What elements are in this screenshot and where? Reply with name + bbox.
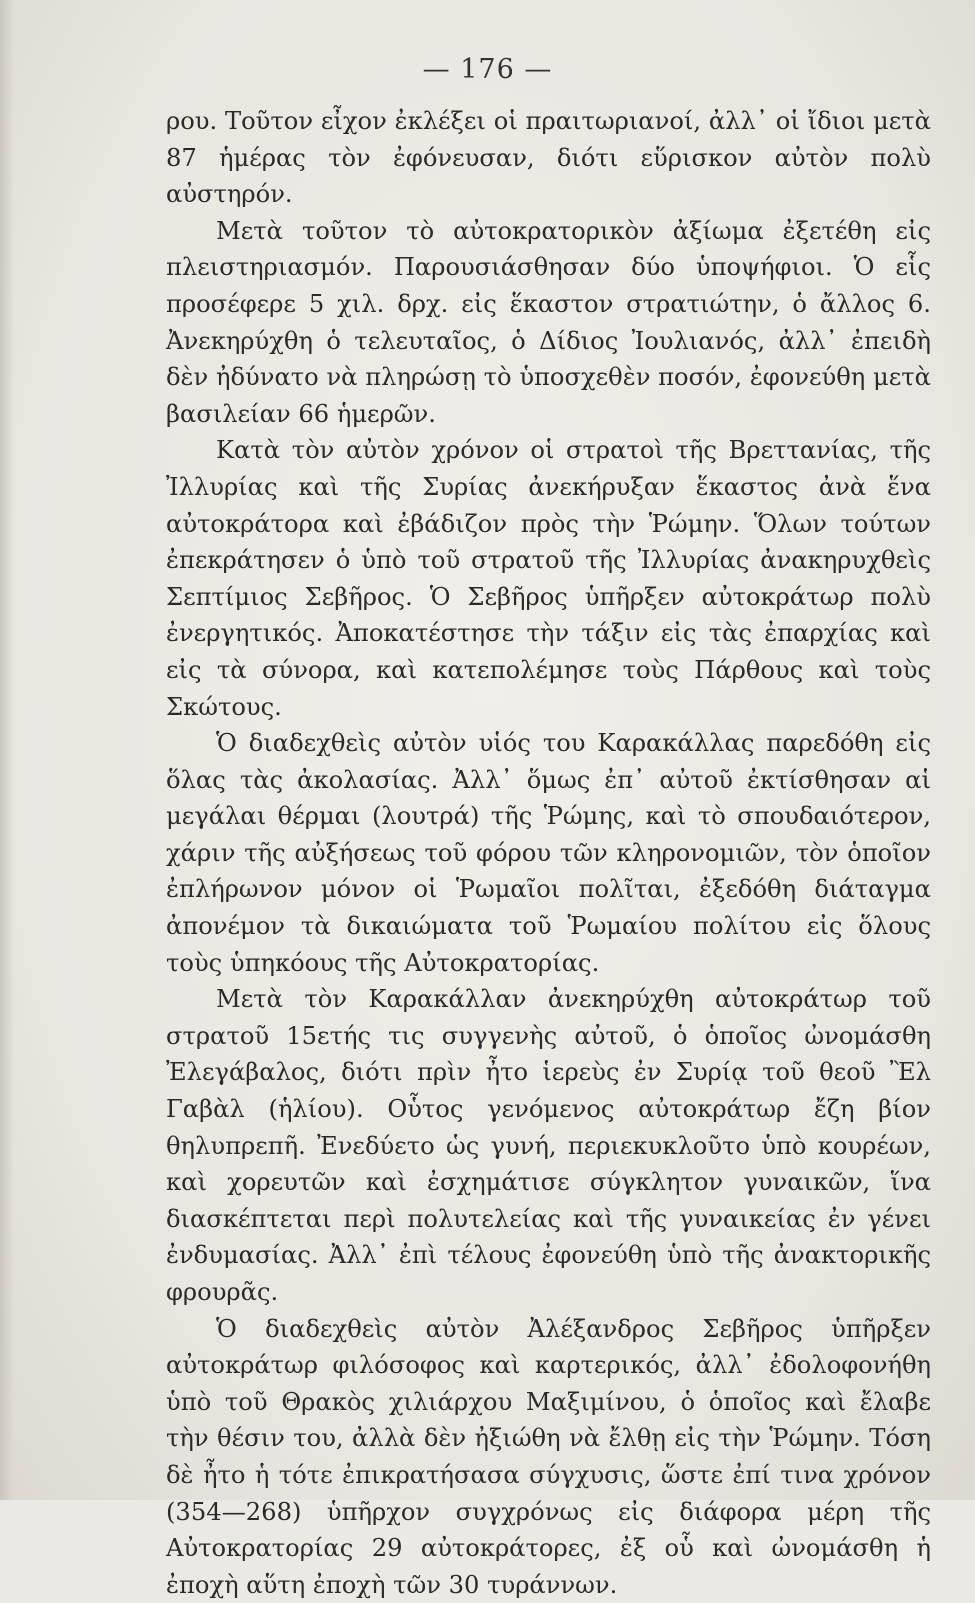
paragraph: Μετὰ τοῦτον τὸ αὐτοκρατορικὸν ἀξίωμα ἐξετέθη εἰς πλειστηριασμόν. Παρουσιάσθησαν δύο ὑποψήφιοι. Ὁ εἷς προσέφερε 5 χιλ. δρχ. εἰς ἕκαστον στρατιώτην, ὁ ἄλλος 6. Ἀνεκηρύχθη ὁ τελευταῖος, ὁ Δίδιος Ἰουλιανός, ἀλλ᾽ ἐπειδὴ δὲν ἠδύνατο νὰ πληρώσῃ τὸ ὑποσχεθὲν ποσόν, ἐφονεύθη μετὰ βασιλείαν 66 ἡμερῶν. — [166, 216, 931, 428]
paragraph: ρου. Τοῦτον εἶχον ἐκλέξει οἱ πραιτωριανοί, ἀλλ᾽ οἱ ἴδιοι μετὰ 87 ἡμέρας τὸν ἐφόνευσαν, διότι εὕρισκον αὐτὸν πολὺ αὐστηρόν. — [166, 107, 931, 209]
paragraph: Κατὰ τὸν αὐτὸν χρόνον οἱ στρατοὶ τῆς Βρεττανίας, τῆς Ἰλλυρίας καὶ τῆς Συρίας ἀνεκήρυξαν ἕκαστος ἀνὰ ἕνα αὐτοκράτορα καὶ ἐβάδιζον πρὸς τὴν Ῥώμην. Ὅλων τούτων ἐπεκράτησεν ὁ ὑπὸ τοῦ στρατοῦ τῆς Ἰλλυρίας ἀνακηρυχθεὶς Σεπτίμιος Σεβῆρος. Ὁ Σεβῆρος ὑπῆρξεν αὐτοκράτωρ πολὺ ἐνεργητικός. Ἀποκατέστησε τὴν τάξιν εἰς τὰς ἐπαρχίας καὶ εἰς τὰ σύνορα, καὶ κατεπολέμησε τοὺς Πάρθους καὶ τοὺς Σκώτους. — [166, 436, 931, 721]
page-number: — 176 — — [422, 54, 553, 85]
paragraph: Μετὰ τὸν Καρακάλλαν ἀνεκηρύχθη αὐτοκράτωρ τοῦ στρατοῦ 15ετής τις συγγενὴς αὐτοῦ, ὁ ὁποῖος ὠνομάσθη Ἐλεγάβαλος, διότι πρὶν ἦτο ἱερεὺς ἐν Συρίᾳ τοῦ θεοῦ Ἒλ Γαβὰλ (ἡλίου). Οὗτος γενόμενος αὐτοκράτωρ ἔζη βίον θηλυπρεπῆ. Ἐνεδύετο ὡς γυνή, περιεκυκλοῦτο ὑπὸ κουρέων, καὶ χορευτῶν καὶ ἐσχημάτισε σύγκλητον γυναικῶν, ἵνα διασκέπτεται περὶ πολυτελείας καὶ τῆς γυναικείας ἐν γένει ἐνδυμασίας. Ἀλλ᾽ ἐπὶ τέλους ἐφονεύθη ὑπὸ τῆς ἀνακτορικῆς φρουρᾶς. — [166, 985, 931, 1306]
body-text — [166, 103, 931, 1603]
paragraph: Ὁ διαδεχθεὶς αὐτὸν Ἀλέξανδρος Σεβῆρος ὑπῆρξεν αὐτοκράτωρ φιλόσοφος καὶ καρτερικός, ἀλλ᾽ ἐδολοφονήθη ὑπὸ τοῦ Θρακὸς χιλιάρχου Μαξιμίνου, ὁ ὁποῖος καὶ ἔλαβε τὴν θέσιν του, ἀλλὰ δὲν ἠξιώθη νὰ ἔλθῃ εἰς τὴν Ῥώμην. Τόση δὲ ἦτο ἡ τότε ἐπικρατήσασα σύγχυσις, ὥστε ἐπί τινα χρόνον (354—268) ὑπῆρχον συγχρόνως εἰς διάφορα μέρη τῆς Αὐτοκρατορίας 29 αὐτοκράτορες, ἐξ οὗ καὶ ὠνομάσθη ἡ ἐποχὴ αὕτη ἐποχὴ τῶν 30 τυράννων. — [166, 1314, 931, 1599]
paragraph: Ὁ διαδεχθεὶς αὐτὸν υἱός του Καρακάλλας παρεδόθη εἰς ὅλας τὰς ἀκολασίας. Ἀλλ᾽ ὅμως ἐπ᾽ αὐτοῦ ἐκτίσθησαν αἱ μεγάλαι θέρμαι (λουτρά) τῆς Ῥώμης, καὶ τὸ σπουδαιότερον, χάριν τῆς αὐξήσεως τοῦ φόρου τῶν κληρονομιῶν, τὸν ὁποῖον ἐπλήρωνον μόνον οἱ Ῥωμαῖοι πολῖται, ἐξεδόθη διάταγμα ἀπονέμον τὰ δικαιώματα τοῦ Ῥωμαίου πολίτου εἰς ὅλους τοὺς ὑπηκόους τῆς Αὐτοκρατορίας. — [166, 729, 931, 977]
